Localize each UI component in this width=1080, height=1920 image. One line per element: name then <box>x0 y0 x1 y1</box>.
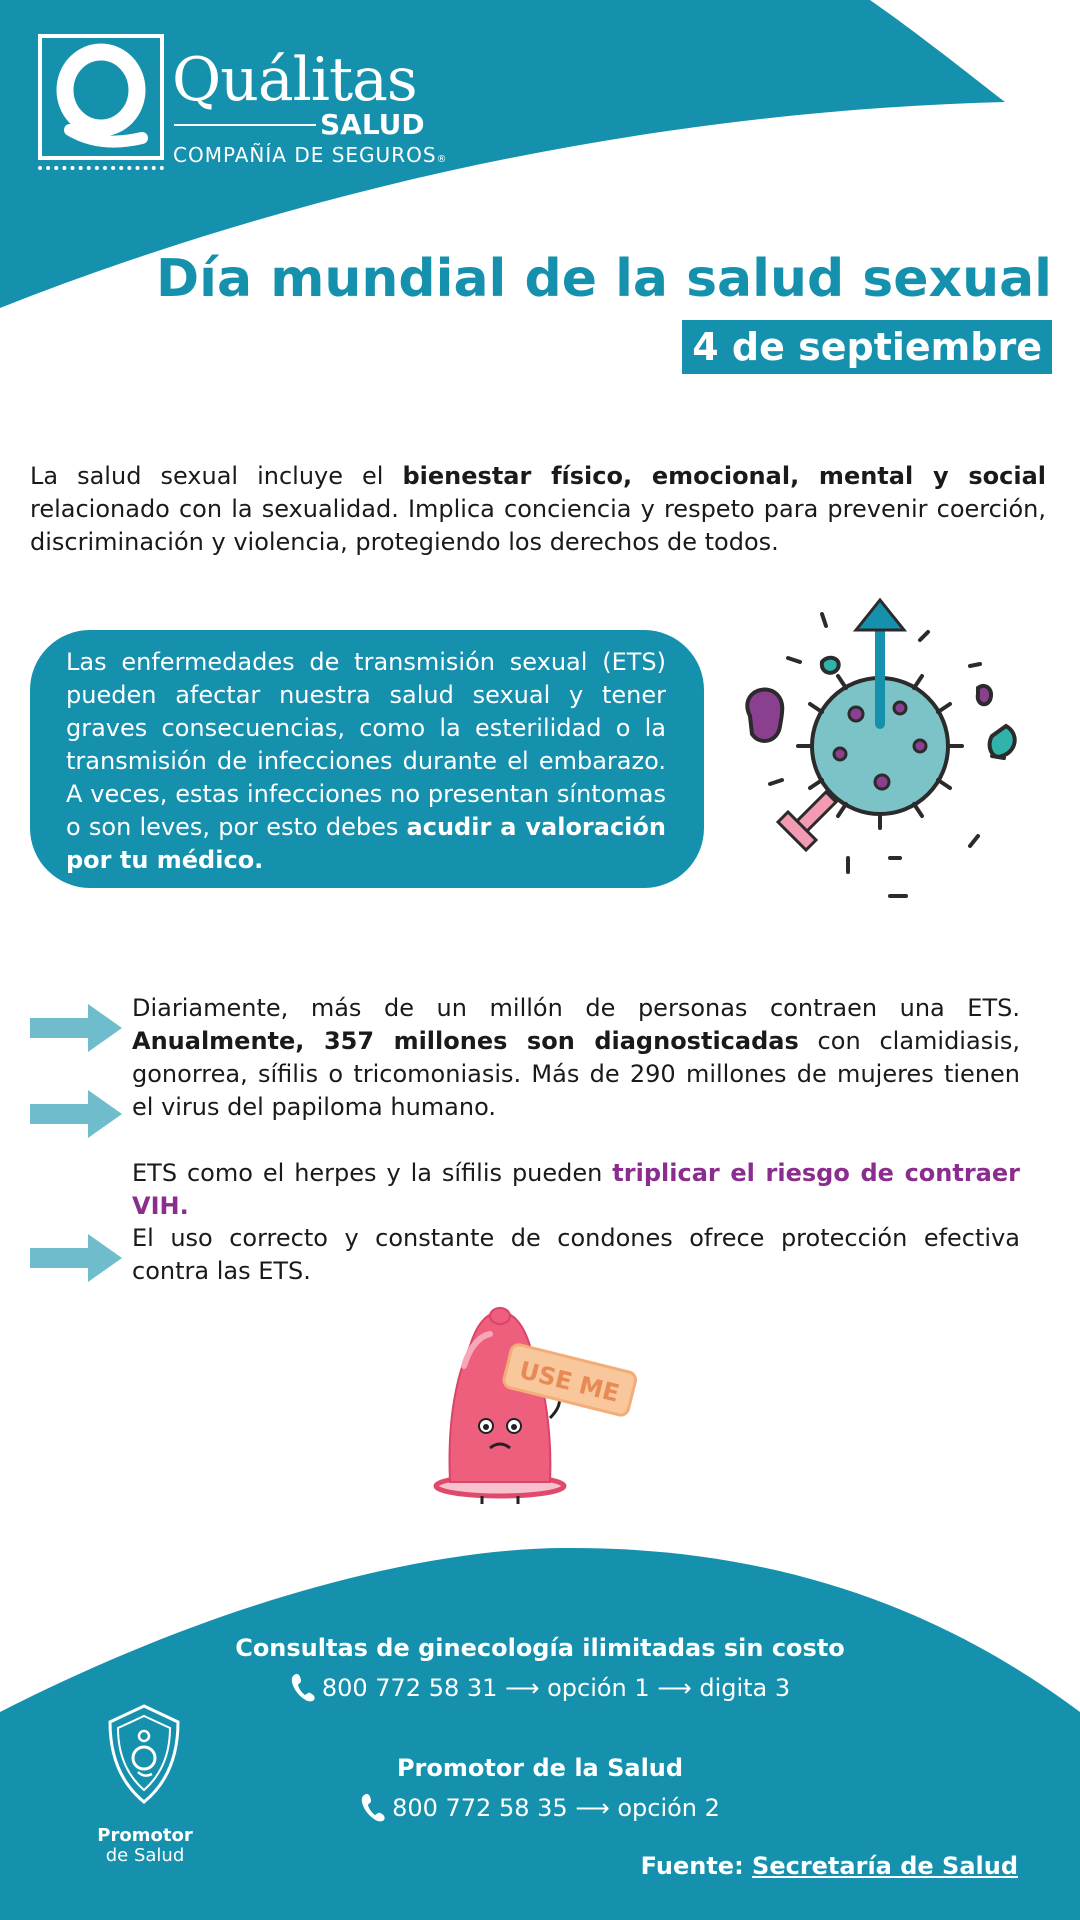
phone-icon <box>290 1672 316 1702</box>
fact-2-highlight: triplicar el riesgo de contraer VIH. <box>132 1159 1020 1220</box>
promotor-badge-line1: Promotor <box>97 1825 193 1846</box>
info-card-body: Las enfermedades de transmisión sexual (ETS) pueden afectar nuestra salud sexual y tener graves consecuencias, como la esterilidad o la transmisión de infecciones durante el embarazo. A veces, estas infecciones no presentan síntomas o son leves, por esto debes <box>66 648 666 841</box>
gyn-phone-line <box>0 1672 1080 1702</box>
brand-division: SALUD <box>320 108 425 141</box>
fact-paragraph-3: El uso correcto y constante de condones ofrece protección efectiva contra las ETS. <box>132 1224 1020 1285</box>
logo-dots <box>38 166 164 174</box>
gyn-phone[interactable]: 800 772 58 31 <box>321 1674 498 1702</box>
brand-name: Quálitas <box>172 45 417 115</box>
brand-tagline <box>173 144 448 171</box>
info-card-bold: acudir a valoración por tu médico. <box>66 813 666 874</box>
page-title: Día mundial de la salud sexual <box>156 249 1052 309</box>
gyn-digit: digita 3 <box>699 1674 791 1702</box>
promoter-phone[interactable]: 800 772 58 35 <box>392 1794 568 1822</box>
logo-mark <box>38 34 164 160</box>
logo-q-icon <box>42 38 160 156</box>
source-label: Fuente: <box>640 1852 744 1880</box>
registered-mark: ® <box>436 154 448 165</box>
arrow-icon <box>30 1234 122 1282</box>
promotor-badge-line2: de Salud <box>105 1845 185 1866</box>
phone-icon <box>360 1792 386 1822</box>
intro-lead: La salud sexual incluye el <box>30 462 403 490</box>
condom-illustration <box>430 1306 650 1506</box>
arrow-right-icon: ⟶ <box>649 1674 700 1702</box>
intro-paragraph <box>30 460 1046 559</box>
arrow-right-icon: ⟶ <box>497 1674 548 1702</box>
info-card-text <box>66 646 666 877</box>
gyn-option: opción 1 <box>547 1674 650 1702</box>
promoter-option: opción 2 <box>617 1794 720 1822</box>
gyn-title: Consultas de ginecología ilimitadas sin costo <box>235 1634 845 1662</box>
fact-2-lead: ETS como el herpes y la sífilis pueden <box>132 1159 613 1187</box>
promotor-badge <box>80 1826 210 1866</box>
shield-icon <box>104 1702 184 1806</box>
arrow-right-icon: ⟶ <box>567 1794 618 1822</box>
source-link[interactable]: Secretaría de Salud <box>752 1852 1018 1880</box>
promoter-title: Promotor de la Salud <box>396 1754 684 1782</box>
source <box>641 1852 1018 1880</box>
arrow-icon <box>30 1090 122 1138</box>
date-badge: 4 de septiembre <box>682 320 1052 374</box>
fact-1-tail: con clamidiasis, gonorrea, sífilis o tricomoniasis. Más de 290 millones de mujeres tienen el virus del papiloma humano. <box>132 1027 1020 1121</box>
brand-divider <box>174 124 316 126</box>
intro-bold: bienestar físico, emocional, mental y social <box>402 462 1046 490</box>
use-me-sign: USE ME <box>516 1355 623 1408</box>
fact-paragraph-1 <box>132 992 1020 1124</box>
fact-paragraph-2 <box>132 1157 1020 1223</box>
brand-tagline-text: COMPAÑÍA DE SEGUROS <box>173 143 437 167</box>
virus-illustration <box>730 596 1030 906</box>
intro-tail: relacionado con la sexualidad. Implica conciencia y respeto para prevenir coerción, discriminación y violencia, protegiendo los derechos de todos. <box>30 495 1046 556</box>
fact-1-lead: Diariamente, más de un millón de personas contraen una ETS. <box>132 994 1020 1022</box>
fact-1-bold: Anualmente, 357 millones son diagnosticadas <box>132 1027 799 1055</box>
arrow-icon <box>30 1004 122 1052</box>
